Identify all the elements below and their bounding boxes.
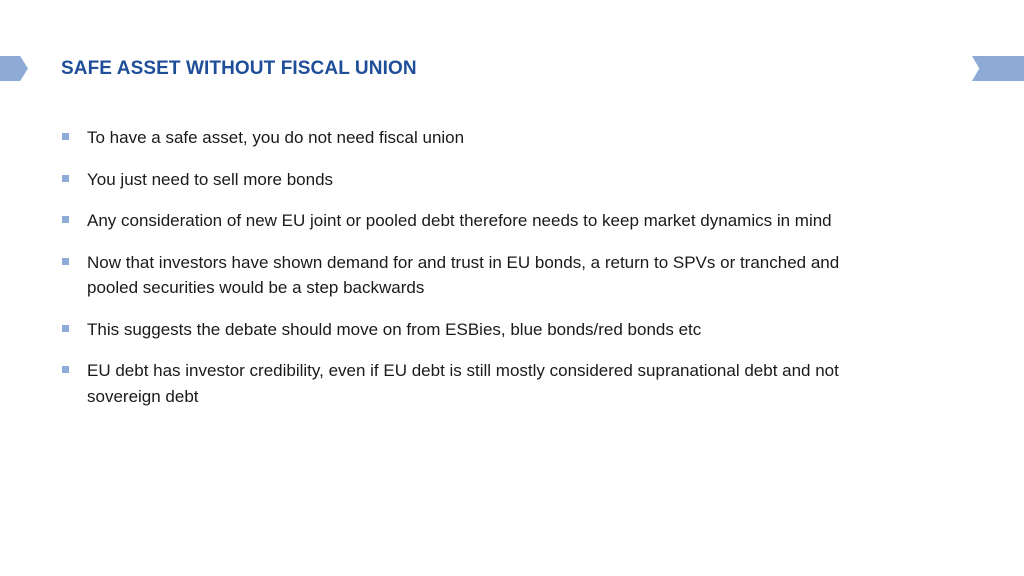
square-bullet-icon: [62, 175, 69, 182]
bullet-item: [62, 317, 862, 343]
square-bullet-icon: [62, 325, 69, 332]
bullet-item: [62, 358, 862, 409]
bullet-text: You just need to sell more bonds: [87, 169, 334, 189]
right-tab-decoration: [972, 56, 1024, 81]
square-bullet-icon: [62, 216, 69, 223]
slide-title: SAFE ASSET WITHOUT FISCAL UNION: [61, 58, 417, 79]
bullet-item: [62, 167, 862, 193]
square-bullet-icon: [62, 133, 69, 140]
bullet-item: [62, 125, 862, 151]
square-bullet-icon: [62, 258, 69, 265]
bullet-item: [62, 250, 862, 301]
bullet-text: This suggests the debate should move on from ESBies, blue bonds/red bonds etc: [87, 319, 702, 339]
bullet-text: Now that investors have shown demand for and trust in EU bonds, a return to SPVs or tranched and pooled securities would be a step backwards: [87, 252, 840, 297]
bullet-item: [62, 208, 862, 234]
bullet-text: EU debt has investor credibility, even if EU debt is still mostly considered supranational debt and not sovereign debt: [87, 361, 839, 406]
bullet-list: [62, 125, 862, 425]
square-bullet-icon: [62, 366, 69, 373]
bullet-text: Any consideration of new EU joint or pooled debt therefore needs to keep market dynamics in mind: [87, 211, 832, 230]
left-tab-decoration: [0, 56, 28, 81]
bullet-text: To have a safe asset, you do not need fiscal union: [87, 128, 465, 147]
